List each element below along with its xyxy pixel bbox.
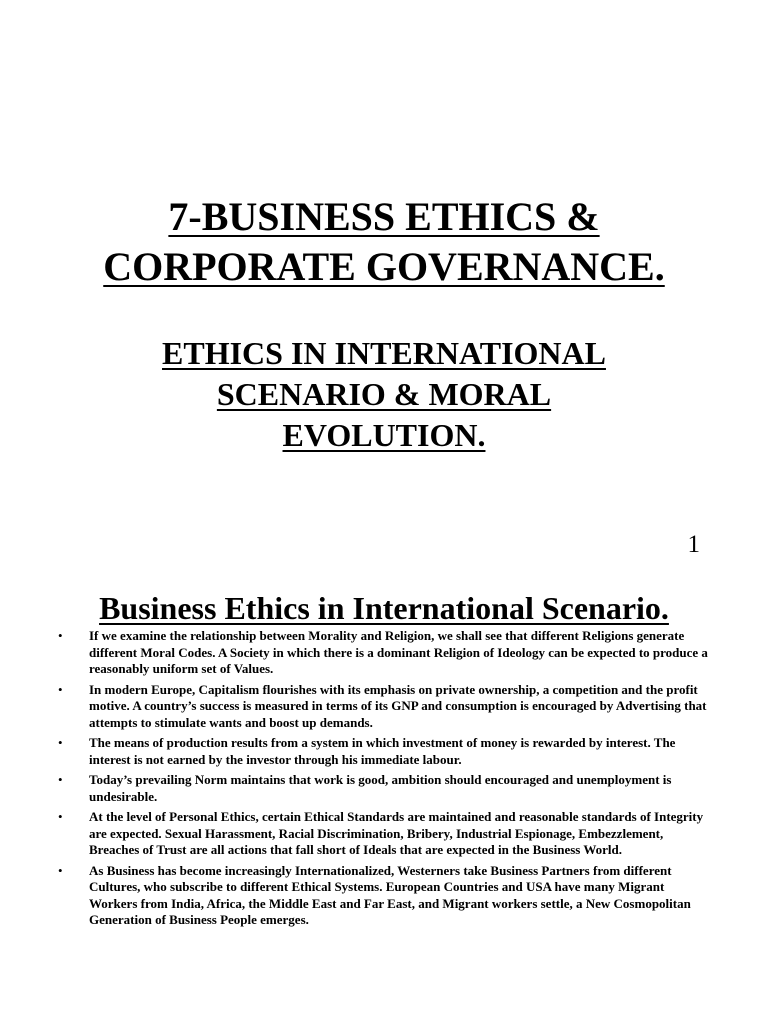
bullet-item-4 [58, 772, 708, 805]
title-line-2: CORPORATE GOVERNANCE. [103, 244, 665, 289]
section-heading: Business Ethics in International Scenario. [99, 590, 669, 626]
bullet-dot-icon: • [58, 809, 63, 824]
page-title [0, 192, 768, 292]
bullet-list [58, 628, 708, 933]
bullet-text: Today’s prevailing Norm maintains that work is good, ambition should encouraged and unemployment is undesirable. [89, 772, 672, 804]
bullet-text: At the level of Personal Ethics, certain Ethical Standards are maintained and reasonable standards of Integrity are expected. Sexual Harassment, Racial Discrimination, Bribery, Industrial Espionage, Embezzlement, Breaches of Trust are all actions that fall short of Ideals that are expected in the Business World. [89, 809, 704, 857]
bullet-dot-icon: • [58, 735, 63, 750]
bullet-text: The means of production results from a system in which investment of money is rewarded by interest. The interest is not earned by the investor through his immediate labour. [89, 735, 676, 767]
bullet-item-2 [58, 682, 708, 732]
title-line-1: 7-BUSINESS ETHICS & [168, 194, 600, 239]
subtitle-line-2: SCENARIO & MORAL [216, 376, 552, 412]
page-number: 1 [687, 531, 700, 558]
subtitle-line-1: ETHICS IN INTERNATIONAL [162, 335, 606, 371]
bullet-dot-icon: • [58, 772, 63, 787]
bullet-text: As Business has become increasingly Internationalized, Westerners take Business Partners from different Cultures, who subscribe to different Ethical Systems. European Countries and USA have many Migrant Workers from India, Africa, the Middle East and Far East, and Migrant workers settle, a New Cosmopolitan Generation of Business People emerges. [89, 862, 691, 927]
content-slide [0, 576, 768, 1024]
bullet-text: If we examine the relationship between Morality and Religion, we shall see that different Religions generate different Moral Codes. A Society in which there is a dominant Religion of Ideology can be expected to produce a reasonably uniform set of Values. [89, 628, 708, 676]
bullet-item-3 [58, 735, 708, 768]
page-subtitle [0, 333, 768, 456]
subtitle-line-3: EVOLUTION. [282, 417, 486, 453]
bullet-item-6 [58, 863, 708, 929]
bullet-item-5 [58, 809, 708, 859]
bullet-text: In modern Europe, Capitalism flourishes with its emphasis on private ownership, a competition and the profit motive. A country’s success is measured in terms of its GNP and consumption is encouraged by Advertising that attempts to stimulate wants and boost up demands. [89, 681, 707, 730]
bullet-dot-icon: • [58, 681, 63, 697]
bullet-item-1 [58, 628, 708, 678]
bullet-dot-icon: • [58, 628, 63, 643]
bullet-dot-icon: • [58, 862, 63, 878]
